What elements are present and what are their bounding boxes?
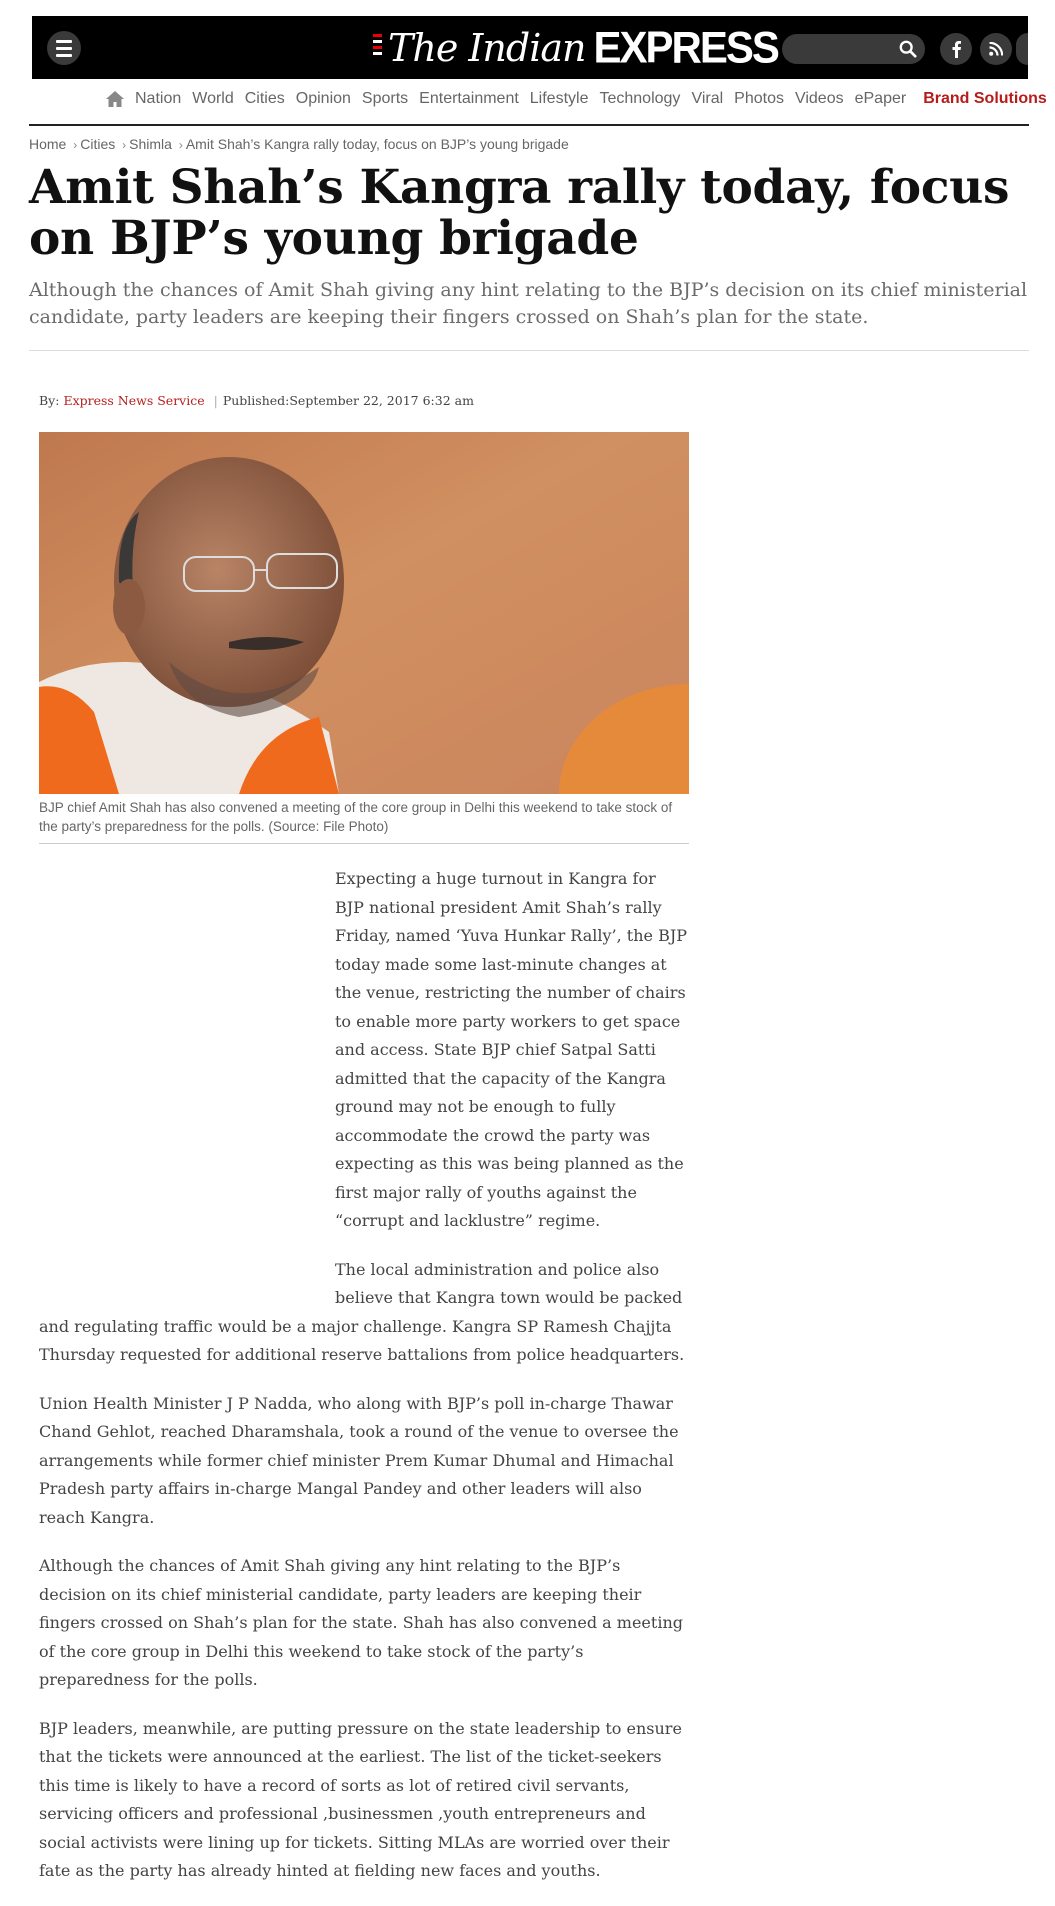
breadcrumb-current: Amit Shah’s Kangra rally today, focus on BJP’s young brigade xyxy=(185,136,569,152)
header-divider xyxy=(29,350,1029,351)
article-paragraph: Although the chances of Amit Shah giving any hint relating to the BJP’s decision on its chief ministerial candidate, party leaders are keeping their fingers crossed on Shah’s plan for the state. Shah has also convened a meeting of the core group in Delhi this weekend to take stock of the party’s preparedness for the polls. xyxy=(39,1556,683,1689)
caption-divider xyxy=(39,843,689,844)
article-paragraph: Union Health Minister J P Nadda, who along with BJP’s poll in-charge Thawar Chand Gehlot, reached Dharamshala, took a round of the venue to oversee the arrangements while former chief minister Prem Kumar Dhumal and Himachal Pradesh party affairs in-charge Mangal Pandey and other leaders will also reach Kangra. xyxy=(39,1393,679,1527)
breadcrumb-separator-icon: › xyxy=(73,138,78,152)
breadcrumb-home[interactable]: Home xyxy=(29,136,67,152)
share-icon[interactable] xyxy=(1016,33,1028,65)
nav-item-photos[interactable]: Photos xyxy=(734,90,784,107)
nav-item-world[interactable]: World xyxy=(192,90,234,107)
ad-slot xyxy=(39,865,335,1290)
search-icon[interactable] xyxy=(899,40,917,58)
nav-divider xyxy=(29,124,1029,126)
nav-item-viral[interactable]: Viral xyxy=(691,90,724,107)
photo-caption: BJP chief Amit Shah has also convened a meeting of the core group in Delhi this weekend to take stock of the party’s preparedness for the polls. (Source: File Photo) xyxy=(39,800,673,834)
nav-item-entertainment[interactable]: Entertainment xyxy=(419,90,519,107)
article-paragraph: BJP leaders, meanwhile, are putting pressure on the state leadership to ensure that the tickets were announced at the earliest. The list of the ticket-seekers this time is likely to have a record of sorts as lot of retired civil servants, servicing officers and professional ,businessmen ,youth entrepreneurs and social activists were lining up for tickets. Sitting MLAs are worried over their fate as the party has already hinted at fielding new faces and youths. xyxy=(39,1718,682,1880)
article-paragraph: The local administration and police also believe that Kangra town would be packed and regulating traffic would be a major challenge. Kangra SP Ramesh Chajjta Thursday requested for additional reserve battalions from police headquarters. xyxy=(39,1259,685,1364)
byline-divider: | xyxy=(213,393,218,408)
rss-icon[interactable] xyxy=(980,33,1012,65)
nav-item-videos[interactable]: Videos xyxy=(794,90,844,107)
breadcrumb-separator-icon: › xyxy=(178,138,183,152)
article-paragraph: Expecting a huge turnout in Kangra for BJP national president Amit Shah’s rally Friday, named ‘Yuva Hunkar Rally’, the BJP today made some last-minute changes at the venue, restricting the number of chairs to enable more party workers to get space and access. State BJP chief Satpal Satti admitted that the capacity of the Kangra ground may not be enough to fully accommodate the crowd the party was expecting as this was being planned as the first major rally of youths against the “corrupt and lacklustre” regime. xyxy=(335,869,688,1230)
nav-item-opinion[interactable]: Opinion xyxy=(295,90,351,107)
search-input[interactable] xyxy=(792,34,896,66)
logo-mark-icon xyxy=(373,30,382,66)
nav-item-epaper[interactable]: ePaper xyxy=(854,90,907,107)
breadcrumb xyxy=(29,136,569,152)
nav-item-cities[interactable]: Cities xyxy=(244,90,285,107)
nav-item-technology[interactable]: Technology xyxy=(599,90,681,107)
main-nav xyxy=(105,88,1055,110)
site-header xyxy=(32,16,1028,79)
article-lead-photo xyxy=(39,432,689,794)
lead-photo-illustration xyxy=(39,432,689,794)
site-logo[interactable] xyxy=(373,24,778,72)
breadcrumb-separator-icon: › xyxy=(122,138,127,152)
byline-prefix: By: xyxy=(39,393,60,408)
logo-the-indian: The Indian xyxy=(388,26,586,70)
logo-express: EXPRESS xyxy=(593,22,778,73)
article-standfirst: Although the chances of Amit Shah giving any hint relating to the BJP’s decision on its chief ministerial candidate, party leaders are keeping their fingers crossed on Shah’s plan for the state. xyxy=(29,279,1028,328)
breadcrumb-cities[interactable]: Cities xyxy=(80,136,116,152)
hamburger-menu-icon[interactable] xyxy=(47,31,81,65)
nav-item-brand-solutions[interactable]: Brand Solutions xyxy=(923,90,1047,107)
nav-item-sports[interactable]: Sports xyxy=(361,90,409,107)
nav-item-nation[interactable]: Nation xyxy=(135,90,182,107)
byline-author[interactable]: Express News Service xyxy=(63,393,205,408)
nav-item-lifestyle[interactable]: Lifestyle xyxy=(529,90,589,107)
published-date: Published:September 22, 2017 6:32 am xyxy=(222,393,474,408)
home-icon[interactable] xyxy=(105,90,125,108)
breadcrumb-shimla[interactable]: Shimla xyxy=(129,136,172,152)
article-byline xyxy=(39,393,474,408)
search-box xyxy=(782,34,925,64)
article-headline: Amit Shah’s Kangra rally today, focus on BJP’s young brigade xyxy=(29,160,1010,266)
facebook-icon[interactable] xyxy=(940,33,972,65)
article-body xyxy=(39,865,689,1906)
